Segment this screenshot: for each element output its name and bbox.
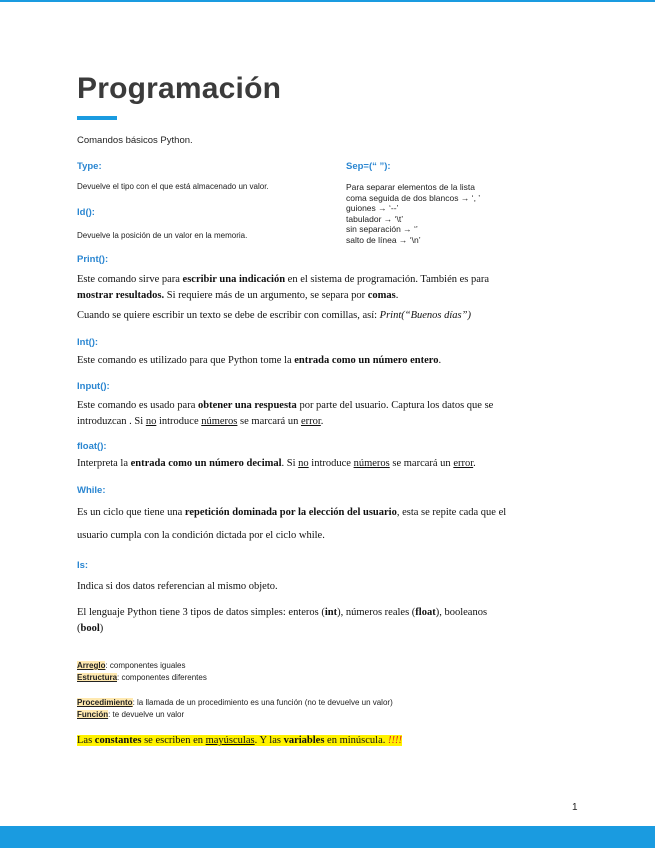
text-run: por parte del usuario. Captura los datos que se [296,400,494,411]
text-run: El lenguaje Python tiene 3 tipos de datos simples: enteros ( [77,607,325,618]
glossary-term: Arreglo [77,661,106,670]
page-number: 1 [572,802,578,813]
text-run: ), números reales ( [337,607,416,618]
text-run: entrada como un número decimal [130,458,282,469]
glossary-term: Estructura [77,672,118,682]
while-heading: While: [77,485,106,496]
page-title: Programación [77,72,282,105]
text-run: en el sistema de programación. También es para [285,274,490,285]
text-run: números [201,416,238,427]
glossary-entry [77,660,207,672]
glossary-group-2 [77,697,393,720]
glossary-entry [77,697,393,709]
glossary-group-1 [77,660,207,683]
print-paragraph-2 [77,308,557,324]
text-run: usuario cumpla con la condición dictada por el ciclo while. [77,530,325,541]
text-run: repetición dominada por la elección del usuario [184,507,397,518]
text-run: ( [77,623,81,634]
glossary-definition: : la llamada de un procedimiento es una función (no te devuelve un valor) [132,698,393,707]
data-types-paragraph [77,605,557,637]
text-run: constantes [94,735,142,746]
text-run: introduzcan . Si [77,416,146,427]
input-paragraph [77,398,557,430]
text-run: Este comando es utilizado para que Python tome la [77,355,295,366]
text-run: Print(“Buenos días”) [379,310,471,321]
sep-item: salto de línea → ‘\n’ [346,234,421,245]
bottom-accent-bar [0,826,655,848]
glossary-definition: : componentes iguales [105,661,186,670]
sep-heading: Sep=(“ ”): [346,161,391,172]
glossary-term: Función [77,709,109,719]
text-run: números [353,458,390,469]
int-paragraph [77,353,557,369]
text-run: ), booleanos [435,607,488,618]
sep-item: Para separar elementos de la lista [346,182,475,192]
text-run: Este comando sirve para [77,274,183,285]
text-run: Es un ciclo que tiene una [77,507,185,518]
sep-item: sin separación → ‘’ [346,224,418,234]
text-run: ) [99,623,104,634]
sep-item: guiones → ‘--’ [346,203,399,213]
is-description: Indica si dos datos referencian al mismo objeto. [77,581,278,592]
while-paragraph [77,501,567,547]
type-heading: Type: [77,161,102,172]
text-run: . [438,355,442,366]
float-paragraph [77,456,557,472]
text-run: introduce [308,458,354,469]
text-run: comas [367,290,396,301]
top-accent-bar [0,0,655,2]
id-heading: Id(): [77,207,95,218]
print-paragraph-1 [77,272,557,304]
text-run: . Si [281,458,299,469]
title-underline [77,116,117,120]
intro-text: Comandos básicos Python. [77,135,193,146]
int-heading: Int(): [77,337,99,348]
glossary-entry [77,709,393,721]
text-run: error [300,416,321,427]
input-heading: Input(): [77,381,110,392]
text-run: Interpreta la [77,458,131,469]
highlighted-note [77,735,402,746]
text-run: Cuando se quiere escribir un texto se debe de escribir con comillas, así: [77,310,380,321]
text-run: Si requiere más de un argumento, se separa por [164,290,368,301]
text-run: se marcará un [389,458,454,469]
glossary-definition: : componentes diferentes [117,672,207,682]
text-run: variables [283,735,325,746]
text-run: . Y las [254,735,284,746]
text-run: . [320,416,324,427]
text-run: escribir una indicación [182,274,286,285]
float-heading: float(): [77,441,107,452]
text-run: error [453,458,474,469]
glossary-entry [77,672,207,684]
text-run: . [395,290,399,301]
text-run: se escriben en [141,735,206,746]
text-run: mayúsculas [205,735,255,746]
id-description: Devuelve la posición de un valor en la memoria. [77,231,248,240]
text-run: mostrar resultados. [77,290,165,301]
text-run: entrada como un número entero [294,355,439,366]
text-run: . [473,458,476,469]
is-heading: Is: [77,560,89,571]
text-run: en minúscula. [324,735,388,746]
constants-note [77,733,402,749]
print-heading: Print(): [77,254,109,265]
glossary-definition: : te devuelve un valor [108,709,185,719]
text-run: Las [77,735,95,746]
text-run: float [415,607,436,618]
sep-list [346,182,480,245]
text-run: obtener una respuesta [198,400,297,411]
text-run: int [324,607,338,618]
text-run: !!!! [388,735,402,746]
text-run: introduce [156,416,202,427]
text-run: no [298,458,309,469]
text-run: , esta se repite cada que el [396,507,507,518]
text-run: se marcará un [237,416,301,427]
sep-item: tabulador → ‘\t’ [346,213,404,224]
text-run: no [145,416,157,427]
text-run: Este comando es usado para [77,400,199,411]
glossary-term: Procedimiento [77,698,133,707]
text-run: bool [80,623,100,634]
sep-item: coma seguida de dos blancos → ‘, ’ [346,192,481,203]
type-description: Devuelve el tipo con el que está almacenado un valor. [77,182,269,191]
